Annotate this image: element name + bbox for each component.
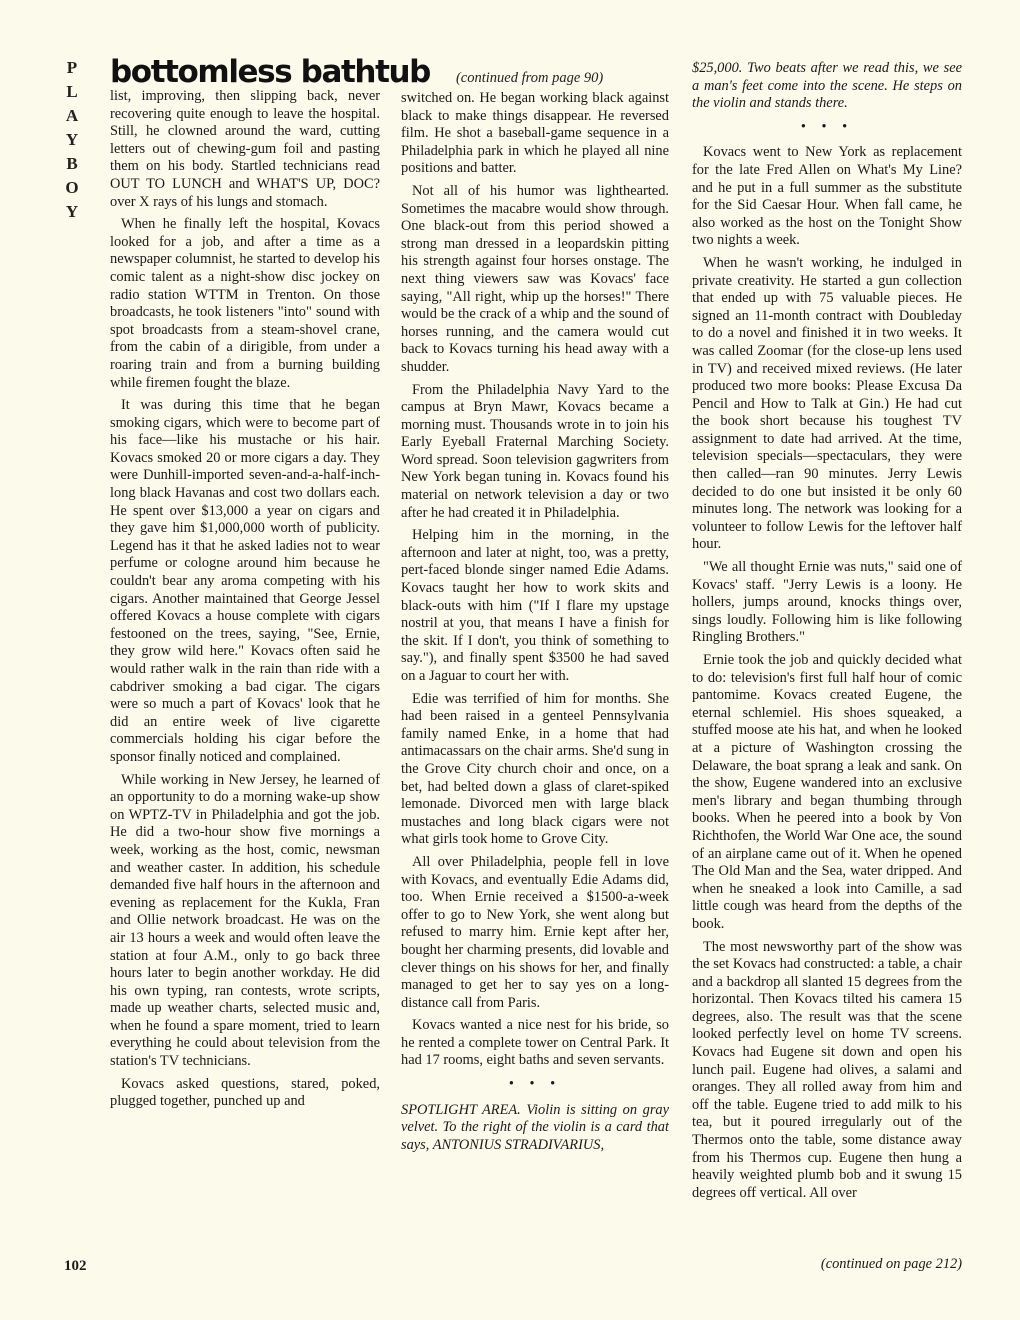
magazine-brand-vertical: [62, 56, 82, 224]
section-break: • • •: [508, 1076, 562, 1093]
article-title: bottomless bathtub: [110, 54, 430, 90]
brand-letter: B: [66, 154, 78, 173]
brand-letter: A: [65, 106, 79, 125]
paragraph: It was during this time that he began smoking cigars, which were to become part of his face—like his mustache or his hair. Kovacs smoked 20 or more cigars a day. They were Dunhill-imported seven-and-a-half-inch-long black Havanas and cost two dollars each. He spent over $13,000 a year on cigars and they gave him $1,000,000 worth of publicity. Legend has it that he asked ladies not to wear perfume or cologne around him because he couldn't bear any aroma competing with his cigars. Another maintained that George Jessel offered Kovacs a house complete with cigars festooned on the trees, saying, "See, Ernie, they grow wild here." Kovacs often said he would rather walk in the rain than ride with a cabdriver smoking a bad cigar. The cigars were so much a part of Kovacs' look that he did an entire week of live cigarette commercials holding his cigar before the sponsor finally noticed and complained.: [110, 397, 380, 765]
paragraph: When he finally left the hospital, Kovacs looked for a job, and after a time as a newspaper columnist, he started to develop his comic talent as a night-show disc jockey on radio station WTTM in Trenton. On those broadcasts, he took listeners "into" sound with spot broadcasts from a steam-shovel crane, from the cabin of a dirigible, from under a roaring train and from a burning building while firemen fought the blaze.: [110, 216, 380, 391]
paragraph: When he wasn't working, he indulged in private creativity. He started a gun collection that ended up with 75 valuable pieces. He signed an 11-month contract with Doubleday to do a novel and finished it in two weeks. It was called Zoomar (for the close-up lens used in TV) and received mixed reviews. (He later produced two more books: Please Excusa Da Pencil and How to Talk at Gin.) He had cut the book short because his toughest TV assignment to date had arrived. At the time, television specials—spectaculars, they were then called—ran 90 minutes. Jerry Lewis decided to do one but insisted it be only 60 minutes long. The network was looking for a volunteer to follow Lewis for the leftover half hour.: [692, 254, 962, 553]
section-break: • • •: [800, 118, 854, 135]
paragraph: Helping him in the morning, in the afternoon and later at night, too, was a pretty, pert-faced blonde singer named Edie Adams. Kovacs taught her how to work skits and black-outs with him ("If I flare my upstage nostril at you, that means I have a finish for the skit. If I don't, you think of something to say."), and finally spent $3500 he had saved on a Jaguar to court her with.: [401, 527, 669, 684]
brand-letter: Y: [65, 202, 79, 221]
script-excerpt: SPOTLIGHT AREA. Violin is sitting on gray velvet. To the right of the violin is a card that says, ANTONIUS STRADIVARIUS,: [401, 1101, 669, 1153]
paragraph: "We all thought Ernie was nuts," said one of Kovacs' staff. "Jerry Lewis is a loony. He hollers, jumps around, knocks things over, sings loudly. Following him is like following Ringling Brothers.": [692, 559, 962, 646]
script-excerpt: $25,000. Two beats after we read this, we see a man's feet come into the scene. He steps on the violin and stands there.: [692, 60, 962, 112]
brand-letter: Y: [65, 130, 79, 149]
brand-letter: O: [65, 178, 79, 197]
text-column-1: [110, 88, 380, 1288]
paragraph: Kovacs wanted a nice nest for his bride, so he rented a complete tower on Central Park. It had 17 rooms, eight baths and seven servants.: [401, 1017, 669, 1069]
paragraph: From the Philadelphia Navy Yard to the campus at Bryn Mawr, Kovacs became a morning must. Thousands wrote in to join his Early Eyeball Fraternal Marching Society. Word spread. Soon television gagwriters from New York began tuning in. Kovacs found his material on network television a day or two after he had created it in Philadelphia.: [401, 381, 669, 521]
paragraph: Ernie took the job and quickly decided what to do: television's first full half hour of comic pantomime. Kovacs created Eugene, the eternal schlemiel. His shoes squeaked, a stuffed moose ate his hat, and when he looked at a picture of Washington crossing the Delaware, the boat sprang a leak and sank. On the show, Eugene wandered into an exclusive men's library and began thumbing through books. When he peered into a book by Von Richthofen, the World War One ace, the sound of an airplane came out of it. When he opened The Old Man and the Sea, water dripped. And when he sneaked a look into Camille, a sad little cough was heard from the depths of the book.: [692, 652, 962, 932]
paragraph: The most newsworthy part of the show was the set Kovacs had constructed: a table, a chair and a backdrop all slanted 15 degrees from the horizontal. Then Kovacs tilted his camera 15 degrees, also. The result was that the scene looked perfectly level on home TV screens. Kovacs had Eugene sit down and open his lunch pail. Eugene had olives, a salami and oranges. They all rolled away from him and off the table. Eugene tried to add milk to his tea, but it poured irregularly out of the Thermos onto the table, some distance away from his Thermos cup. Eugene then hung a heavily weighted plumb bob and it swung 15 degrees off vertical. All over: [692, 938, 962, 1201]
paragraph: Kovacs went to New York as replacement for the late Fred Allen on What's My Line? and he put in a full summer as the substitute for the Sid Caesar Hour. When fall came, he also worked as the host on the Tonight Show two nights a week.: [692, 144, 962, 249]
paragraph: While working in New Jersey, he learned of an opportunity to do a morning wake-up show on WPTZ-TV in Philadelphia and got the job. He did a two-hour show five mornings a week, working as the host, comic, newsman and weather caster. In addition, his schedule demanded five half hours in the afternoon and evening as replacement for the Kukla, Fran and Ollie network broadcast. He was on the air 13 hours a week and would often leave the station at four A.M., only to go back three hours later to begin another workday. He did his own typing, ran contests, wrote scripts, made up weather charts, selected music and, when he found a spare moment, tried to learn everything he could about television from the station's TV technicians.: [110, 771, 380, 1070]
page-number: 102: [64, 1258, 87, 1274]
paragraph: switched on. He began working black against black to make things disappear. He reversed film. He shot a baseball-game sequence in a Philadelphia park in which he played all nine positions and batter.: [401, 90, 669, 177]
brand-letter: P: [66, 58, 78, 77]
continued-from-note: (continued from page 90): [455, 70, 604, 86]
paragraph: Edie was terrified of him for months. She had been raised in a genteel Pennsylvania family named Enke, in a home that had antimacassars on the chair arms. She'd sung in the Grove City church choir and once, on a bet, had belted down a glass of claret-spiked lemonade. Divorced men with large black mustaches and long black cigars were not what girls took home to Grove City.: [401, 690, 669, 848]
text-column-3: [692, 60, 962, 1260]
text-column-2: [401, 90, 669, 1290]
paragraph: Not all of his humor was lighthearted. Sometimes the macabre would show through. One black-out from this period showed a strong man dressed in a leopardskin pitting his strength against four horses onstage. The next thing viewers saw was Kovacs' face saying, "All right, whip up the horses!" There would be the crack of a whip and the sound of horses running, and the camera would cut back to Kovacs turning his head away with a shudder.: [401, 182, 669, 375]
continued-on-note: (continued on page 212): [820, 1256, 962, 1272]
paragraph: list, improving, then slipping back, never recovering quite enough to leave the hospital. Still, he clowned around the ward, cutting letters out of chewing-gum foil and pasting them on his body. Startled technicians read OUT TO LUNCH and WHAT'S UP, DOC? over X rays of his lungs and stomach.: [110, 88, 380, 210]
paragraph: All over Philadelphia, people fell in love with Kovacs, and eventually Edie Adams did, too. When Ernie received a $1500-a-week offer to go to New York, she went along but refused to marry him. Ernie kept after her, bought her charming presents, did lovable and clever things on his shows for her, and finally managed to get her to say yes on a long-distance call from Paris.: [401, 853, 669, 1011]
brand-letter: L: [66, 82, 78, 101]
paragraph: Kovacs asked questions, stared, poked, plugged together, punched up and: [110, 1075, 380, 1110]
